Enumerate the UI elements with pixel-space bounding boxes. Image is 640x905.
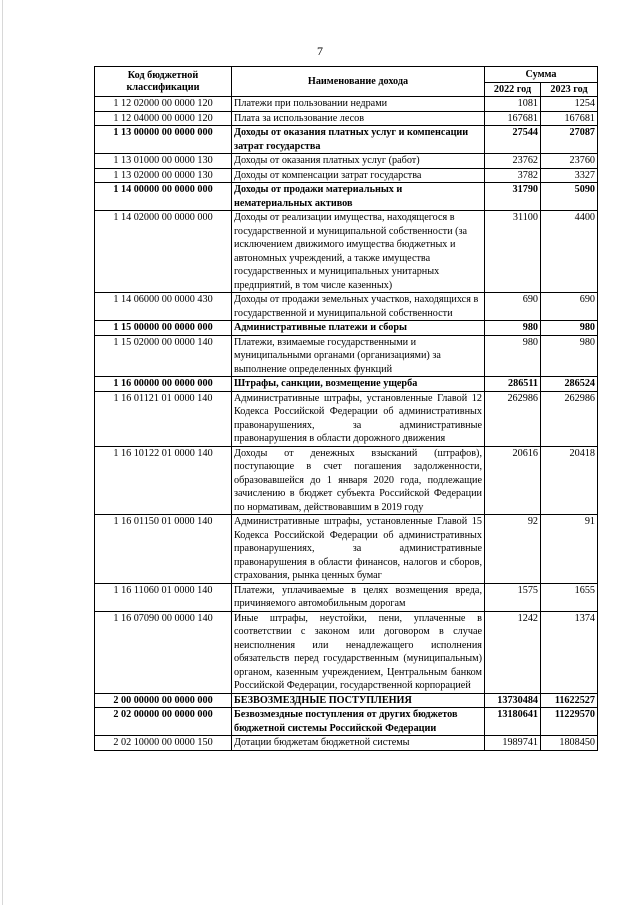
row-value-2022: 690 bbox=[485, 293, 541, 321]
row-value-2022: 286511 bbox=[485, 377, 541, 392]
row-code: 1 15 02000 00 0000 140 bbox=[95, 335, 232, 377]
table-row bbox=[95, 583, 598, 611]
table-row bbox=[95, 97, 598, 112]
row-code: 1 12 04000 00 0000 120 bbox=[95, 111, 232, 126]
table-row bbox=[95, 111, 598, 126]
row-code: 1 16 10122 01 0000 140 bbox=[95, 446, 232, 515]
table-row bbox=[95, 154, 598, 169]
row-value-2023: 5090 bbox=[541, 183, 598, 211]
row-value-2023: 980 bbox=[541, 321, 598, 336]
row-code: 2 00 00000 00 0000 000 bbox=[95, 693, 232, 708]
scan-edge bbox=[2, 0, 3, 905]
header-name: Наименование дохода bbox=[232, 67, 485, 97]
row-value-2022: 13180641 bbox=[485, 708, 541, 736]
table-row bbox=[95, 446, 598, 515]
row-value-2023: 23760 bbox=[541, 154, 598, 169]
row-value-2023: 11229570 bbox=[541, 708, 598, 736]
row-value-2023: 20418 bbox=[541, 446, 598, 515]
row-name: Иные штрафы, неустойки, пени, уплаченные в соответствии с законом или договором в случае неисполнения или ненадлежащего исполнения обязательств перед государственным (муниципальным) органом, казенным учреждением, Центральным банком Российской Федерации, государственной корпорацией bbox=[232, 611, 485, 693]
table-row bbox=[95, 736, 598, 751]
table-row bbox=[95, 708, 598, 736]
row-value-2023: 690 bbox=[541, 293, 598, 321]
row-code: 1 16 07090 00 0000 140 bbox=[95, 611, 232, 693]
row-value-2022: 92 bbox=[485, 515, 541, 584]
row-value-2023: 1374 bbox=[541, 611, 598, 693]
row-value-2023: 286524 bbox=[541, 377, 598, 392]
table-row bbox=[95, 321, 598, 336]
row-name: Плата за использование лесов bbox=[232, 111, 485, 126]
row-name: Платежи при пользовании недрами bbox=[232, 97, 485, 112]
row-code: 1 16 01121 01 0000 140 bbox=[95, 391, 232, 446]
table-row bbox=[95, 168, 598, 183]
row-value-2022: 3782 bbox=[485, 168, 541, 183]
row-name: Административные платежи и сборы bbox=[232, 321, 485, 336]
row-value-2023: 1254 bbox=[541, 97, 598, 112]
row-code: 1 14 02000 00 0000 000 bbox=[95, 211, 232, 293]
row-value-2023: 4400 bbox=[541, 211, 598, 293]
table-row bbox=[95, 335, 598, 377]
row-value-2022: 1575 bbox=[485, 583, 541, 611]
row-value-2022: 31790 bbox=[485, 183, 541, 211]
row-name: Платежи, взимаемые государственными и муниципальными органами (организациями) за выполнение определенных функций bbox=[232, 335, 485, 377]
row-name: БЕЗВОЗМЕЗДНЫЕ ПОСТУПЛЕНИЯ bbox=[232, 693, 485, 708]
row-value-2022: 1081 bbox=[485, 97, 541, 112]
row-value-2022: 1989741 bbox=[485, 736, 541, 751]
row-value-2023: 1808450 bbox=[541, 736, 598, 751]
row-value-2022: 20616 bbox=[485, 446, 541, 515]
row-name: Доходы от оказания платных услуг (работ) bbox=[232, 154, 485, 169]
row-name: Доходы от продажи земельных участков, находящихся в государственной и муниципальной собственности bbox=[232, 293, 485, 321]
row-value-2023: 3327 bbox=[541, 168, 598, 183]
table-row bbox=[95, 515, 598, 584]
table-row bbox=[95, 377, 598, 392]
row-value-2022: 27544 bbox=[485, 126, 541, 154]
row-name: Безвозмездные поступления от других бюджетов бюджетной системы Российской Федерации bbox=[232, 708, 485, 736]
row-name: Доходы от компенсации затрат государства bbox=[232, 168, 485, 183]
row-code: 1 12 02000 00 0000 120 bbox=[95, 97, 232, 112]
table-row bbox=[95, 693, 598, 708]
header-year-2023: 2023 год bbox=[541, 83, 598, 97]
row-value-2023: 91 bbox=[541, 515, 598, 584]
row-value-2023: 980 bbox=[541, 335, 598, 377]
row-value-2022: 980 bbox=[485, 321, 541, 336]
row-name: Дотации бюджетам бюджетной системы bbox=[232, 736, 485, 751]
row-value-2023: 11622527 bbox=[541, 693, 598, 708]
revenue-table bbox=[94, 66, 598, 751]
row-code: 1 14 06000 00 0000 430 bbox=[95, 293, 232, 321]
row-name: Административные штрафы, установленные Главой 12 Кодекса Российской Федерации об административных правонарушениях, за административные правонарушения в области дорожного движения bbox=[232, 391, 485, 446]
table-row bbox=[95, 293, 598, 321]
row-code: 1 16 11060 01 0000 140 bbox=[95, 583, 232, 611]
row-code: 1 15 00000 00 0000 000 bbox=[95, 321, 232, 336]
row-value-2023: 27087 bbox=[541, 126, 598, 154]
row-code: 1 16 01150 01 0000 140 bbox=[95, 515, 232, 584]
row-code: 1 13 01000 00 0000 130 bbox=[95, 154, 232, 169]
header-sum: Сумма bbox=[485, 67, 598, 83]
header-code: Код бюджетной классификации bbox=[95, 67, 232, 97]
table-row bbox=[95, 391, 598, 446]
row-name: Платежи, уплачиваемые в целях возмещения вреда, причиняемого автомобильным дорогам bbox=[232, 583, 485, 611]
row-value-2022: 13730484 bbox=[485, 693, 541, 708]
row-code: 1 16 00000 00 0000 000 bbox=[95, 377, 232, 392]
row-value-2022: 980 bbox=[485, 335, 541, 377]
row-name: Административные штрафы, установленные Главой 15 Кодекса Российской Федерации об административных правонарушениях, за административные правонарушения в области финансов, налогов и сборов, страхования, рынка ценных бумаг bbox=[232, 515, 485, 584]
row-value-2022: 167681 bbox=[485, 111, 541, 126]
row-value-2023: 262986 bbox=[541, 391, 598, 446]
row-name: Штрафы, санкции, возмещение ущерба bbox=[232, 377, 485, 392]
row-value-2022: 23762 bbox=[485, 154, 541, 169]
header-year-2022: 2022 год bbox=[485, 83, 541, 97]
row-code: 1 13 02000 00 0000 130 bbox=[95, 168, 232, 183]
row-value-2022: 262986 bbox=[485, 391, 541, 446]
row-code: 1 14 00000 00 0000 000 bbox=[95, 183, 232, 211]
row-value-2023: 167681 bbox=[541, 111, 598, 126]
row-name: Доходы от реализации имущества, находящегося в государственной и муниципальной собственности (за исключением движимого имущества бюджетных и автономных учреждений, а также имущества государственных и муниципальных унитарных предприятий, в том числе казенных) bbox=[232, 211, 485, 293]
row-name: Доходы от оказания платных услуг и компенсации затрат государства bbox=[232, 126, 485, 154]
table-row bbox=[95, 211, 598, 293]
row-code: 2 02 10000 00 0000 150 bbox=[95, 736, 232, 751]
row-name: Доходы от продажи материальных и нематериальных активов bbox=[232, 183, 485, 211]
row-value-2023: 1655 bbox=[541, 583, 598, 611]
page-number: 7 bbox=[317, 44, 323, 58]
row-value-2022: 1242 bbox=[485, 611, 541, 693]
row-name: Доходы от денежных взысканий (штрафов), поступающие в счет погашения задолженности, образовавшейся до 1 января 2020 года, подлежащие зачислению в бюджет субъекта Российской Федерации по нормативам, действовавшим в 2019 году bbox=[232, 446, 485, 515]
table-row bbox=[95, 126, 598, 154]
table-row bbox=[95, 183, 598, 211]
table-row bbox=[95, 611, 598, 693]
row-value-2022: 31100 bbox=[485, 211, 541, 293]
row-code: 2 02 00000 00 0000 000 bbox=[95, 708, 232, 736]
row-code: 1 13 00000 00 0000 000 bbox=[95, 126, 232, 154]
